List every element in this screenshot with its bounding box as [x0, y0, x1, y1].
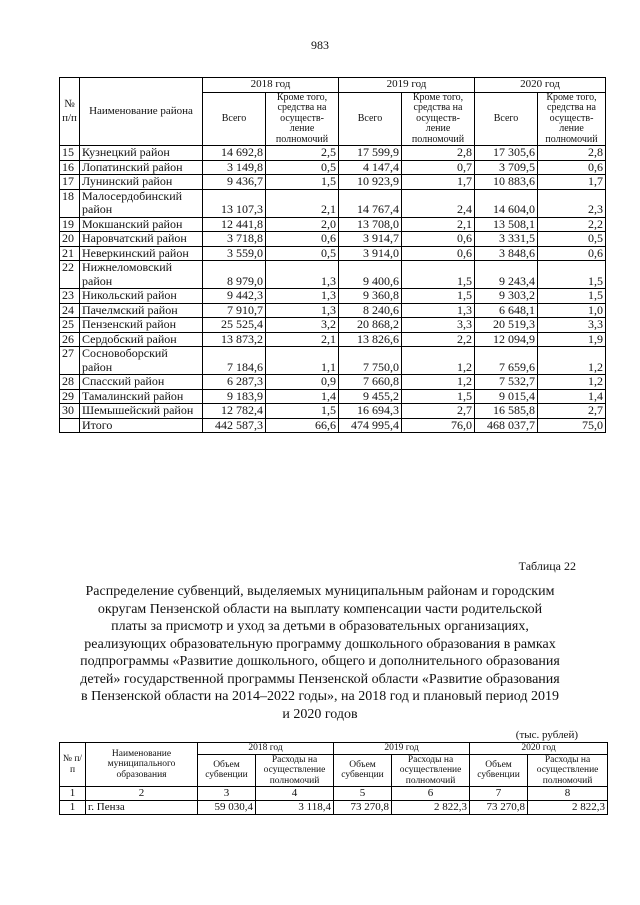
row-number: 23 — [60, 289, 80, 304]
extra-2018: 3,2 — [266, 318, 339, 333]
table-row — [60, 232, 606, 247]
total-2019: 3 914,7 — [339, 232, 402, 247]
grand-extra-2019: 76,0 — [402, 418, 475, 433]
grand-extra-2018: 66,6 — [266, 418, 339, 433]
total-2020: 3 848,6 — [475, 246, 538, 261]
year-header: 2020 год — [470, 743, 608, 755]
district-name: Мокшанский район — [80, 217, 203, 232]
total-2020: 10 883,6 — [475, 175, 538, 190]
expense-header: Расходы на осуществление полномочий — [528, 754, 608, 787]
row-number: 1 — [60, 801, 86, 815]
district-name: Тамалинский район — [80, 389, 203, 404]
table-row — [60, 160, 606, 175]
expense-2019: 2 822,3 — [392, 801, 470, 815]
volume-header: Объем субвенции — [334, 754, 392, 787]
total-2020: 7 659,6 — [475, 347, 538, 375]
total-2020: 20 519,3 — [475, 318, 538, 333]
total-2020: 14 604,0 — [475, 189, 538, 217]
year-header: 2020 год — [475, 78, 606, 93]
total-2018: 6 287,3 — [203, 375, 266, 390]
total-2018: 9 436,7 — [203, 175, 266, 190]
column-number: 3 — [198, 787, 256, 801]
total-2020: 13 508,1 — [475, 217, 538, 232]
total-2019: 13 826,6 — [339, 332, 402, 347]
table-title: Распределение субвенций, выделяемых муниципальным районам и городским округам Пензенской области на выплату компенсации части родительской платы за присмотр и уход за детьми в образовательных организациях, реализующих образовательную программу дошкольного образования в рамках подпрограммы «Развитие дошкольного, общего и дополнительного образования детей» государственной программы Пензенской области «Развитие образования в Пензенской области на 2014–2022 годы», на 2018 год и плановый период 2019 и 2020 годов — [80, 584, 560, 722]
total-2020: 6 648,1 — [475, 303, 538, 318]
year-header: 2018 год — [198, 743, 334, 755]
extra-2020: 1,4 — [538, 389, 606, 404]
extra-2019: 1,5 — [402, 289, 475, 304]
total-2018: 14 692,8 — [203, 146, 266, 161]
extra-2019: 2,4 — [402, 189, 475, 217]
volume-2019: 73 270,8 — [334, 801, 392, 815]
extra-2018: 2,1 — [266, 189, 339, 217]
volume-2020: 73 270,8 — [470, 801, 528, 815]
extra-header: Кроме того, средства на осуществ- ление полномочий — [538, 92, 606, 146]
extra-2019: 2,8 — [402, 146, 475, 161]
year-header: 2019 год — [334, 743, 470, 755]
extra-2019: 0,6 — [402, 232, 475, 247]
column-number-row — [60, 787, 608, 801]
column-number: 5 — [334, 787, 392, 801]
unit-label: (тыс. рублей) — [515, 729, 578, 741]
table-row — [60, 175, 606, 190]
extra-2020: 2,2 — [538, 217, 606, 232]
extra-2019: 1,2 — [402, 375, 475, 390]
subsidy-table-continued — [59, 77, 606, 433]
district-name: Никольский район — [80, 289, 203, 304]
row-number: 16 — [60, 160, 80, 175]
row-number: 29 — [60, 389, 80, 404]
district-name: Нижнеломовский район — [80, 261, 203, 289]
total-2019: 20 868,2 — [339, 318, 402, 333]
total-2018: 7 184,6 — [203, 347, 266, 375]
row-number: 19 — [60, 217, 80, 232]
table-row — [60, 347, 606, 375]
year-header: 2018 год — [203, 78, 339, 93]
table-row — [60, 246, 606, 261]
extra-2019: 1,5 — [402, 389, 475, 404]
district-name: Пензенский район — [80, 318, 203, 333]
total-2019: 8 240,6 — [339, 303, 402, 318]
row-number: 15 — [60, 146, 80, 161]
extra-2019: 1,7 — [402, 175, 475, 190]
extra-2020: 0,5 — [538, 232, 606, 247]
extra-2020: 1,5 — [538, 289, 606, 304]
extra-2018: 2,5 — [266, 146, 339, 161]
row-number: 25 — [60, 318, 80, 333]
expense-header: Расходы на осуществление полномочий — [392, 754, 470, 787]
extra-2019: 1,2 — [402, 347, 475, 375]
col-name-header: Наименование муниципального образования — [86, 743, 198, 787]
district-name: Сосновоборский район — [80, 347, 203, 375]
extra-2020: 2,3 — [538, 189, 606, 217]
table-row — [60, 389, 606, 404]
row-number: 22 — [60, 261, 80, 289]
table-row — [60, 404, 606, 419]
extra-2020: 3,3 — [538, 318, 606, 333]
district-name: Кузнецкий район — [80, 146, 203, 161]
row-number: 26 — [60, 332, 80, 347]
column-number: 6 — [392, 787, 470, 801]
volume-header: Объем субвенции — [470, 754, 528, 787]
row-number: 27 — [60, 347, 80, 375]
district-name: Лунинский район — [80, 175, 203, 190]
total-header: Всего — [475, 92, 538, 146]
extra-2019: 0,7 — [402, 160, 475, 175]
total-2020: 7 532,7 — [475, 375, 538, 390]
district-name: Неверкинский район — [80, 246, 203, 261]
total-2018: 25 525,4 — [203, 318, 266, 333]
total-2020: 3 331,5 — [475, 232, 538, 247]
extra-2020: 1,9 — [538, 332, 606, 347]
total-2020: 3 709,5 — [475, 160, 538, 175]
total-2018: 3 149,8 — [203, 160, 266, 175]
total-2019: 7 750,0 — [339, 347, 402, 375]
extra-2020: 1,2 — [538, 347, 606, 375]
grand-total-2019: 474 995,4 — [339, 418, 402, 433]
extra-2018: 1,5 — [266, 175, 339, 190]
table-row — [60, 289, 606, 304]
total-2019: 3 914,0 — [339, 246, 402, 261]
extra-2018: 0,9 — [266, 375, 339, 390]
total-2020: 17 305,6 — [475, 146, 538, 161]
extra-2018: 0,5 — [266, 246, 339, 261]
total-header: Всего — [203, 92, 266, 146]
extra-2019: 3,3 — [402, 318, 475, 333]
total-2018: 12 441,8 — [203, 217, 266, 232]
extra-header: Кроме того, средства на осуществ- ление полномочий — [266, 92, 339, 146]
total-2019: 14 767,4 — [339, 189, 402, 217]
table-row — [60, 303, 606, 318]
table-label: Таблица 22 — [518, 559, 576, 573]
row-number: 30 — [60, 404, 80, 419]
table-row — [60, 801, 608, 815]
total-2019: 16 694,3 — [339, 404, 402, 419]
district-name: Пачелмский район — [80, 303, 203, 318]
row-number: 18 — [60, 189, 80, 217]
extra-2020: 1,0 — [538, 303, 606, 318]
extra-2018: 2,1 — [266, 332, 339, 347]
extra-2018: 0,5 — [266, 160, 339, 175]
total-2019: 9 360,8 — [339, 289, 402, 304]
extra-2018: 1,5 — [266, 404, 339, 419]
total-2020: 9 243,4 — [475, 261, 538, 289]
district-name: Малосердобинский район — [80, 189, 203, 217]
extra-2018: 2,0 — [266, 217, 339, 232]
column-number: 7 — [470, 787, 528, 801]
compensation-subsidy-table — [59, 742, 608, 815]
total-row-num — [60, 418, 80, 433]
extra-2019: 0,6 — [402, 246, 475, 261]
total-2018: 7 910,7 — [203, 303, 266, 318]
table-row — [60, 261, 606, 289]
table-row — [60, 318, 606, 333]
total-2018: 3 718,8 — [203, 232, 266, 247]
volume-2018: 59 030,4 — [198, 801, 256, 815]
extra-2020: 2,8 — [538, 146, 606, 161]
extra-2018: 1,4 — [266, 389, 339, 404]
col-name-header: Наименование района — [80, 78, 203, 146]
total-row — [60, 418, 606, 433]
district-name: Лопатинский район — [80, 160, 203, 175]
table-row — [60, 375, 606, 390]
extra-2019: 2,2 — [402, 332, 475, 347]
total-2018: 13 107,3 — [203, 189, 266, 217]
row-number: 17 — [60, 175, 80, 190]
volume-header: Объем субвенции — [198, 754, 256, 787]
extra-2018: 1,3 — [266, 261, 339, 289]
col-num-header: № п/п — [60, 743, 86, 787]
total-2020: 9 303,2 — [475, 289, 538, 304]
total-header: Всего — [339, 92, 402, 146]
extra-2018: 1,3 — [266, 289, 339, 304]
district-name: Шемышейский район — [80, 404, 203, 419]
total-2018: 3 559,0 — [203, 246, 266, 261]
extra-2020: 1,7 — [538, 175, 606, 190]
extra-2020: 0,6 — [538, 160, 606, 175]
total-2019: 13 708,0 — [339, 217, 402, 232]
table-row — [60, 217, 606, 232]
total-2019: 17 599,9 — [339, 146, 402, 161]
grand-total-2018: 442 587,3 — [203, 418, 266, 433]
expense-2018: 3 118,4 — [256, 801, 334, 815]
total-2018: 9 183,9 — [203, 389, 266, 404]
row-number: 20 — [60, 232, 80, 247]
district-name: Наровчатский район — [80, 232, 203, 247]
table-row — [60, 189, 606, 217]
extra-2019: 1,5 — [402, 261, 475, 289]
extra-2019: 2,7 — [402, 404, 475, 419]
total-2019: 9 400,6 — [339, 261, 402, 289]
col-num-header: № п/п — [60, 78, 80, 146]
total-2018: 13 873,2 — [203, 332, 266, 347]
column-number: 2 — [86, 787, 198, 801]
column-number: 4 — [256, 787, 334, 801]
district-name: Спасский район — [80, 375, 203, 390]
extra-2018: 1,3 — [266, 303, 339, 318]
extra-2020: 1,5 — [538, 261, 606, 289]
page-number: 983 — [311, 38, 329, 52]
row-number: 21 — [60, 246, 80, 261]
total-2020: 12 094,9 — [475, 332, 538, 347]
total-2019: 10 923,9 — [339, 175, 402, 190]
total-2018: 8 979,0 — [203, 261, 266, 289]
expense-2020: 2 822,3 — [528, 801, 608, 815]
extra-2020: 0,6 — [538, 246, 606, 261]
expense-header: Расходы на осуществление полномочий — [256, 754, 334, 787]
extra-2019: 2,1 — [402, 217, 475, 232]
municipality-name: г. Пенза — [86, 801, 198, 815]
extra-2018: 1,1 — [266, 347, 339, 375]
total-label: Итого — [80, 418, 203, 433]
district-name: Сердобский район — [80, 332, 203, 347]
extra-2020: 1,2 — [538, 375, 606, 390]
total-2018: 12 782,4 — [203, 404, 266, 419]
year-header: 2019 год — [339, 78, 475, 93]
grand-total-2020: 468 037,7 — [475, 418, 538, 433]
total-2019: 4 147,4 — [339, 160, 402, 175]
total-2020: 9 015,4 — [475, 389, 538, 404]
row-number: 28 — [60, 375, 80, 390]
grand-extra-2020: 75,0 — [538, 418, 606, 433]
column-number: 1 — [60, 787, 86, 801]
extra-2019: 1,3 — [402, 303, 475, 318]
table-row — [60, 146, 606, 161]
table-row — [60, 332, 606, 347]
extra-header: Кроме того, средства на осуществ- ление полномочий — [402, 92, 475, 146]
extra-2018: 0,6 — [266, 232, 339, 247]
column-number: 8 — [528, 787, 608, 801]
row-number: 24 — [60, 303, 80, 318]
total-2019: 7 660,8 — [339, 375, 402, 390]
total-2019: 9 455,2 — [339, 389, 402, 404]
total-2018: 9 442,3 — [203, 289, 266, 304]
total-2020: 16 585,8 — [475, 404, 538, 419]
extra-2020: 2,7 — [538, 404, 606, 419]
